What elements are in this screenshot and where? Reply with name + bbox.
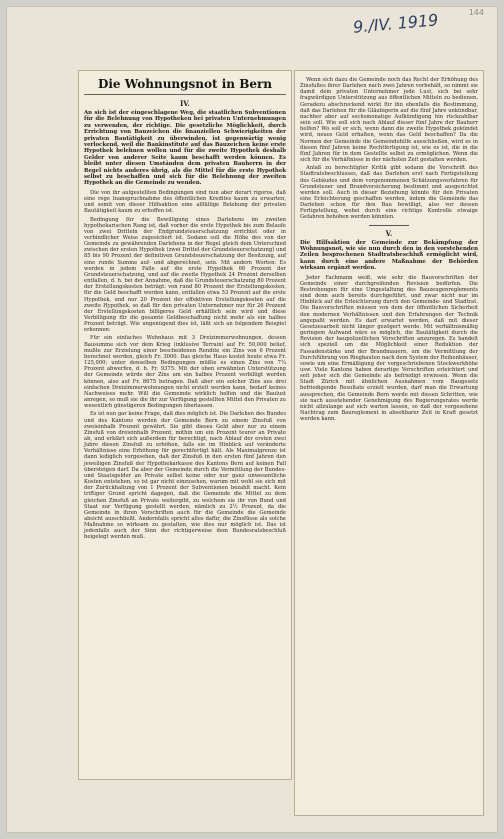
paragraph: Wenn sich dazu die Gemeinde noch das Recht der Erhöhung des Zinsfußes ihrer Darlehen nach zwei Jahren vorbehält, so nimmt sie damit dem privaten Unternehmer jede Lust, sich bei sehr fragwürdigen Unterstützung aus öffentlichen Mitteln zu bedienen. Geradezu abschreckend wirkt für ihn ebenfalls die Bestimmung, daß das Darlehen für die Gläubigerin auf die fünf Jahre unkündbar, nachher aber auf sechsmonatige Aufkündigung hin rückzahlbar sein soll. Wie soll sich nach Ablauf dieser fünf Jahre der Bauherr helfen? Wo soll er sich, wenn dann die zweite Hypothek gekündet wird, neues Geld erhalten, wenn das Geld beschaffen? Da die Normen der Gemeinde die Gemeindehilfe ausschließen, wird es in diesen fünf Jahren keine Rechtfertigung ist, wie es ist, die in die fünf Jahren für in dem Gestellte selbst zu ermöglichen. Wenn die sich für die Verhältnisse in der nächsten Zeit gestalten werden. bbox=[300, 77, 478, 164]
section-4-heading: IV. bbox=[180, 99, 190, 108]
archive-sheet bbox=[6, 6, 498, 833]
handwritten-date: 9./IV. 1919 bbox=[351, 10, 439, 37]
paragraph: Bedingung für die Bewilligung eines Darlehens im zweiten hypothekarischen Rang ist, daß vorher die erste Hypothek bis zum Belaufe von zwei Dritteln der Endgrundsteuerschatzung errichtet oder in verbindlicher Weise zugesichert ist. Sodann soll die Höhe des von der Gemeinde zu gewährenden Darlehens in der Regel gleich dem Unterschied zwischen der ersten Hypothek (zwei Drittel der Grundsteuerschatzung) und 85 bis 90 Prozent der definitiven Grundsteuerschatzung der Besitzung, auf eine runde Summe auf- und abgerechnet, sein. Mit andern Worten: Es werden in jedem Falle auf die erste Hypothek 66 Prozent der Grundsteuerschatzung, und auf die zweite Hypothek 24 Prozent derselben entfallen, d. h. bei der Annahme, daß die Grundsteuerschatzung 80 Prozent der Erstellungskosten beträgt: von rund 80 Prozent der Erstellungskosten, für die Geld beschafft werden kann, entfallen etwa 53 Prozent auf die erste Hypothek, und nur 20 Prozent der effektiven Erstellungskosten auf die zweite Hypothek, so daß für den privaten Unternehmer nur für 26 Prozent der Erstellungskosten billigeres Geld erhältlich sein wird und diese Verbilligung für die gesamte Geldbeschaffung nicht mehr als ein halbes Prozent beträgt. Wie ungenügend dies ist, läßt sich an folgendem Beispiel erkennen: bbox=[84, 216, 286, 334]
paragraph: Jeder Fachmann weiß, wie sehr die Bauvorschriften der Gemeinde einer durchgreifenden Revision bedürfen. Die Bestrebungen für eine Umgestaltung des Bauzeugenreglements sind denn auch bereits durchgeführt, und zwar nicht nur im Hinblick auf die Erleichterung durch den Gemeinde- und Stadtrat. Die Bauvorschriften müssen von dem der öffentlichen Sicherheit den modernen Verhältnissen und den Erfahrungen der Technik angepaßt werden. Es darf erwartet werden, daß mit dieser Gesetzesarbeit nicht länger gezögert werde. Mit verhältnismäßig geringem Aufwand wäre es möglich, die Bautätigkeit durch die Revision der baupolizeilichen Vorschriften anzuregen. Es handelt sich speziell um die Möglichkeit einer Reduktion der Fassadenstärke und der Brandmauern, um die Vermittlung der Durchführung von Riegbauten nach dem System der Reihenhäuser, sowie um eine Ermäßigung der vorgeschriebenen Stockwerkhöhe usw. Viele Kantone haben derartige Vorschriften erleichtert und seit jeher sich die Gemeinde als befriedigt erwiesen. Wenn die Stadt Zürich mit ähnlichen Ausnahmen vom Baugesetz befriedigende Resultate erzielt wurden, darf man die Erwartung aussprechen, die Gemeinde Bern werde mit diesen Schritten, wie sie nach ausstehender Genehmigung des Regierungsrates werde nicht allzulange auf sich warten lassen, so daß der vorgesehene Nachtrag zum Baureglement in absehbarer Zeit in Kraft gesetzt werden kann. bbox=[300, 274, 478, 423]
section-5-heading: V. bbox=[385, 228, 393, 238]
section-5-lead: Die Hilfsaktion der Gemeinde zur Bekämpfung der Wohnungsnot, wie sie nun durch den in den vorstehenden Zeilen besprochenen Stadtratsbeschluß ermöglicht wird, kann durch eine andere Maßnahme der Behörden wirksam ergänzt werden. bbox=[300, 239, 478, 272]
clipping-left-column bbox=[78, 70, 292, 780]
section-4-lead: An sich ist der eingeschlagene Weg, die staatlichen Subventionen für die Belehnung von Hypotheken bei privaten Unternehmungen zu verwenden, der richtige. Die gesetzliche Möglichkeit, durch Errichtung von Bauzeichen die finanziellen Schwierigkeiten der privaten Bautätigkeit zu überwinden, ist gegenwärtig wenig verlockend, weil die Bankinstitute auf das Bauzeichen keine erste Hypothek belehnen wollen und für die zweite Hypothek deshalb Gelder von anderer Seite kaum beschafft werden können. Es bleibt unter diesen Umständen dem privaten Bauherrn in der Regel nichts anderes übrig, als die Mittel für die erste Hypothek selbst zu beschaffen und sich für die Belehnung der zweiten Hypothek an die Gemeinde zu wenden. bbox=[84, 110, 286, 187]
clipping-right-column bbox=[294, 70, 484, 816]
paragraph: Anlaß zu berechtigter Kritik gibt sodann die Vorschrift des Stadtratsbeschlusses, daß das Darlehen erst nach Fertigstellung des Gebäudes und dem vorgenommenen Schätzungsverfahren für Grundsteuer und Brandversicherung bestimmt und ausgerichtet werden soll. Auch in dieser Beziehung könnte für den Privaten eine Erleichterung geschaffen werden, indem die Gemeinde das Darlehen schon für den Bau bewilligt, also vor dessen Fertigstellung, wobei durch eine richtige Kontrolle etwaige Gefahren behoben werden könnten. bbox=[300, 165, 478, 221]
archive-number: 144 bbox=[468, 8, 484, 17]
section-divider bbox=[369, 225, 409, 226]
paragraph: Für ein einfaches Wohnhaus mit 3 Dreizimmerwohnungen, dessen Bausumme sich vor dem Krieg (inklusive Terrain) auf Fr. 50,000 belief, mußte zur Erzielung einer bescheidenen Rendite ein Zins von 6 Prozent berechnet werden, gleich Fr. 3000. Das gleiche Haus kostet heute etwa Fr. 125,000; unter denselben Bedingungen müßte es einen Zins von 7¼ Prozent abwerfen, d. h. Fr. 9375. Mit der oben erwähnten Unterstützung der Gemeinde würde der Zins um ein halbes Prozent verbilligt werden können, also auf Fr. 8675 betragen. Daß aber ein solcher Zins aus drei einfachen Dreizimmerwohnungen nicht erzielt werden kann, bedarf keines Nachweises mehr. Will die Gemeinde wirklich helfen und die Baulust anregen, so muß sie die ihr zur Verfügung gestellten Mittel den Privaten zu wesentlich günstigeren Bedingungen überlassen. bbox=[84, 335, 286, 410]
paragraph: Die von ihr aufgestellten Bedingungen sind nun aber derart rigoros, daß eine rege Inanspruchnahme des öffentlichen Kredites kaum zu erwarten, und somit von dieser Hilfsaktion eine allfällige Belebung der privaten Bautätigkeit kaum zu erhoffen ist. bbox=[84, 189, 286, 215]
paragraph: Es ist nun gar keine Frage, daß dies möglich ist. Die Darlehen des Bundes und des Kantons werden der Gemeinde Bern zu einem Zinsfuß von zweieinhalb Prozent gewährt. Sie gibt dieses Geld aber nur zu einem Zinsfuß von dreieinhalb Prozent, mithin um ein Prozent teurer an Private ab, und erklärt sich außerdem für berechtigt, nach Ablauf der ersten zwei Jahre diesen Zinsfuß zu erhöhen, falls sie im Hinblick auf veränderte Verhältnisse eine Erhöhung für gerechtfertigt hält. Als Maximalgrenze ist dann lediglich vorgesehen, daß der Zinsfuß in den ersten fünf Jahren den jeweiligen Zinsfuß der Hypothekarkasse des Kantons Bern auf keinen Fall übersteigen darf. Da aber der Gemeinde durch die Vermittlung der Bundes- und Staatsgelder an Private selbst keine oder nur ganz unwesentliche Kosten entstehen, so ist gar nicht einzusehen, warum mit wohl sie sich mit der Zurückhaltung von 1 Prozent der Subventionen bezahlt macht. Kein triftiger Grund spricht dagegen, daß die Gemeinde die Mittel zu dem gleichen Zinsfuß an Private weitergibt, zu welchem sie ihr von Bund und Staat zur Verfügung gestellt werden, nämlich zu 2½ Prozent, da die Gemeinde in ihren Vorschriften auch für die Gemeinde die Gemeinde absicht ausschließt. Andernfalls spricht alles dafür, die Zinsfüsse als solche Maßnahme so wirksam zu gestalten, wie dies nur möglich ist. Das ist jedenfalls auch der Sinn der richtigerweise dem Bundesratsbeschluß beigelegt werden muß. bbox=[84, 411, 286, 541]
article-title: Die Wohnungsnot in Bern bbox=[84, 77, 286, 95]
